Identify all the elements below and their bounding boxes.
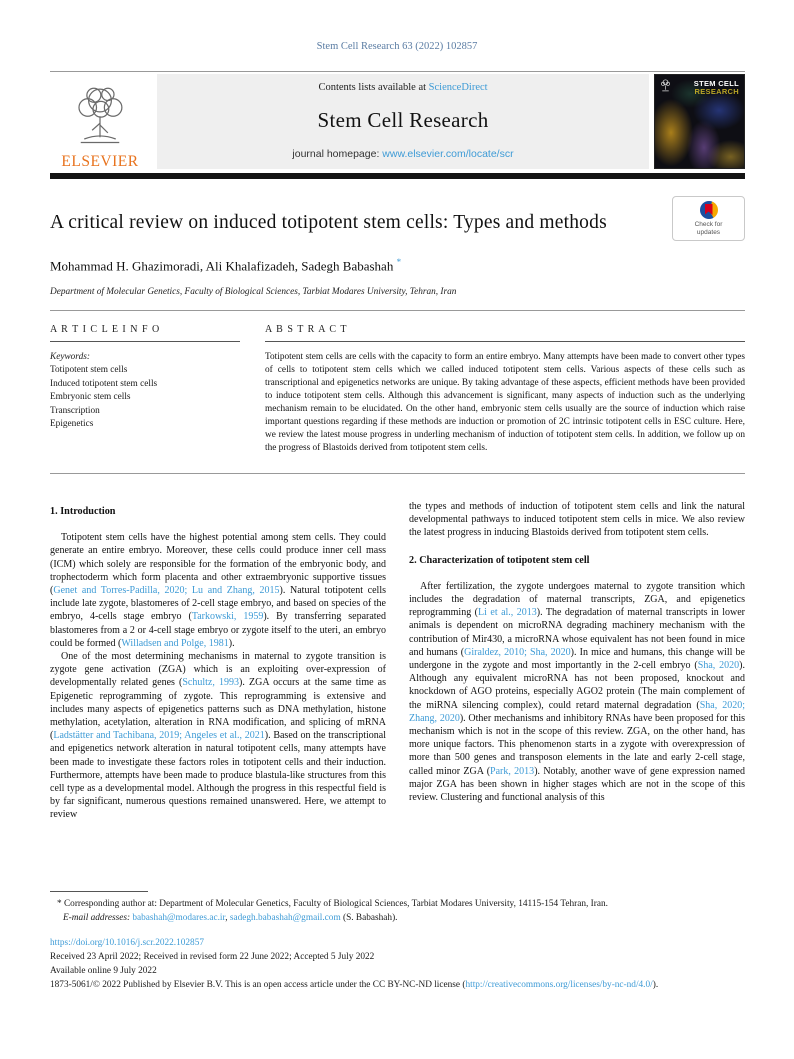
homepage-prefix: journal homepage: <box>292 148 383 160</box>
text-segment: ). ZGA occurs at the same time as Epigenetic reprogramming of zygote. This reprogramming is extensive and includes many aspects of epigenetics patterns such as DNA methylation, histone methylation, acetylation, alteration in RNA modification, and splicing of mRNA ( <box>50 677 387 742</box>
body-paragraph <box>50 531 386 650</box>
inline-link[interactable]: Ladstätter and Tachibana, 2019; Angeles et al., 2021 <box>53 730 265 742</box>
elsevier-wordmark: ELSEVIER <box>61 152 139 170</box>
inline-link[interactable]: Park, 2013 <box>490 765 535 777</box>
author-names: Mohammad H. Ghazimoradi, Ali Khalafizadeh, Sadegh Babashah <box>50 258 394 274</box>
keyword-item: Epigenetics <box>50 419 94 430</box>
text-segment: ). Although any equivalent microRNA has not been proposed, knockout and knockdown of AGO proteins, especially AGO2 protein (The main complement of the miRNA silencing complex), could retard maternal degradation ( <box>409 660 746 711</box>
homepage-line <box>292 148 513 160</box>
corresponding-author-mark[interactable]: * <box>396 257 402 267</box>
text-segment: One of the most determining mechanisms in maternal to zygote transition is zygote gene activation (ZGA) which is an exploiting over-expression of developmentally related genes ( <box>50 651 386 689</box>
keyword-item: Induced totipotent stem cells <box>50 378 158 389</box>
article-footer <box>50 936 745 992</box>
journal-title: Stem Cell Research <box>317 108 489 132</box>
elsevier-tree-icon <box>63 83 137 153</box>
footnote <box>50 897 745 925</box>
article-info-column <box>50 324 240 432</box>
license-line <box>50 978 745 992</box>
cover-title-line1: STEM CELL <box>693 79 739 88</box>
received-dates: Received 23 April 2022; Received in revised form 22 June 2022; Accepted 5 July 2022 <box>50 952 375 962</box>
abstract-heading: A B S T R A C T <box>265 324 348 335</box>
inline-link[interactable]: babashah@modares.ac.ir <box>132 913 226 923</box>
text-segment: ). <box>652 980 659 990</box>
inline-link[interactable]: Schultz, 1993 <box>182 677 240 689</box>
contents-prefix: Contents lists available at <box>318 82 429 93</box>
text-segment: ). <box>228 637 235 649</box>
article-info-rule <box>50 341 240 342</box>
homepage-link[interactable]: www.elsevier.com/locate/scr <box>382 148 514 160</box>
journal-header <box>50 74 745 169</box>
footnote-rule <box>50 891 148 892</box>
section-heading: 2. Characterization of totipotent stem cell <box>409 554 590 566</box>
text-segment: ). Other mechanisms and inhibitory RNAs have been proposed for this mechanism which is not in the scope of this review. ZGA, on the other hand, has more unique factors. This phenomenon starts in a zygote with overexpression of more than 500 genes and transposon elements in the late and early 2-cell stage, called minor ZGA ( <box>409 712 745 777</box>
text-segment: E-mail addresses: <box>63 913 133 923</box>
running-head-citation: Stem Cell Research 63 (2022) 102857 <box>316 41 478 52</box>
keywords-list <box>50 364 240 431</box>
inline-link[interactable]: http://creativecommons.org/licenses/by-nc-nd/4.0/ <box>465 980 653 990</box>
text-segment: Totipotent stem cells have the highest potential among stem cells. They could generate an entire embryo. Moreover, these cells could produce inner cell mass (ICM) which solely are responsible for the formation of the embryonic body, and trophectoderm which form placenta and other extraembryonic supportive tissues ( <box>50 532 386 597</box>
cover-tree-icon <box>660 79 671 93</box>
inline-link[interactable]: Sha, 2020; Zhang, 2020 <box>409 699 746 724</box>
text-segment: After fertilization, the zygote undergoes maternal to zygote transition which includes the degradation of maternal transcripts, ZGA, and epigenetics reprogramming ( <box>409 580 745 619</box>
affiliation: Department of Molecular Genetics, Faculty of Biological Sciences, Tarbiat Modares University, Tehran, Iran <box>50 287 457 297</box>
body-paragraph <box>409 500 745 540</box>
text-segment: , <box>225 913 230 923</box>
text-segment: ). In mice and humans, this change will be undergone in the zygote and most importantly in the 2-cell embryo ( <box>409 646 745 672</box>
text-segment: ). The degradation of maternal transcripts in lower animals is dependent on microRNA degrading machinery mechanism with the contribution of Mir430, a microRNA whose equivalent has not been found in mice and humans ( <box>409 607 745 658</box>
inline-link[interactable]: Tarkowski, 1959 <box>191 611 264 623</box>
inline-link[interactable]: Sha, 2020 <box>697 660 740 672</box>
keyword-item: Transcription <box>50 405 100 416</box>
abstract-bottom-rule <box>50 473 745 474</box>
abstract-text: Totipotent stem cells are cells with the capacity to form an entire embryo. Many attempts have been made to convert other types of cells to totipotent stem cells which we called induced totipotent stem cells. Various aspects of these cells such as transcriptional and epigenetics networks are unique. By taking advantage of these aspects, efficient methods have been provided to induce totipotent stem cells. Although this advancement is significant, many aspects of induction such as the underlying mechanism remain to be elucidated. On the other hand, embryonic stem cells usually are the source of induction which raise important questions regarding if these methods are induction or promotion of 2C intrinsic totipotent cells in ESC culture. Here, we review the latest mouse progress in underling mechanism of induction of totipotent stem cells. In addition, we follow up on the progress of Blastoids derived from totipotent stem cells. <box>265 352 745 454</box>
body-paragraph <box>409 580 745 804</box>
body-right-column <box>409 500 745 822</box>
elsevier-logo[interactable] <box>50 74 150 169</box>
doi-link[interactable]: https://doi.org/10.1016/j.scr.2022.102857 <box>50 938 205 948</box>
cover-title <box>694 80 739 97</box>
corresponding-author-note: * Corresponding author at: Department of Molecular Genetics, Faculty of Biological Sciences, Tarbiat Modares University, 14115-154 Tehran, Iran. <box>57 899 608 909</box>
inline-link[interactable]: Giraldez, 2010; Sha, 2020 <box>464 646 571 658</box>
inline-link[interactable]: Willadsen and Polge, 1981 <box>121 637 229 649</box>
header-divider-bar <box>50 173 745 179</box>
check-for-updates-button[interactable] <box>672 196 745 241</box>
section-heading: 1. Introduction <box>50 506 116 517</box>
inline-link[interactable]: Li et al., 2013 <box>478 607 537 619</box>
crossmark-icon <box>700 201 718 219</box>
inline-link[interactable]: Genet and Torres-Padilla, 2020; Lu and Zhang, 2015 <box>53 585 280 597</box>
cover-title-line2: RESEARCH <box>694 87 739 97</box>
text-segment: ). Natural totipotent cells include late zygote, blastomeres of 2-cell stage embryo, and based on species of the embryo, 4-cells stage embryo ( <box>50 585 386 623</box>
keyword-item: Totipotent stem cells <box>50 365 128 376</box>
journal-cover-thumbnail <box>654 74 745 169</box>
text-segment: (S. Babashah). <box>340 913 398 923</box>
check-for-updates-label: Check for updates <box>694 221 723 236</box>
inline-link[interactable]: sadegh.babashah@gmail.com <box>229 913 341 923</box>
article-title: A critical review on induced totipotent stem cells: Types and methods <box>50 212 607 233</box>
keywords-label: Keywords: <box>50 352 90 362</box>
article-info-heading: A R T I C L E I N F O <box>50 324 161 335</box>
sciencedirect-link[interactable]: ScienceDirect <box>428 82 488 93</box>
header-top-rule <box>50 71 745 72</box>
author-list <box>50 257 401 274</box>
available-online: Available online 9 July 2022 <box>50 966 157 976</box>
text-segment: ). By transferring separated blastomeres from a 2 or 4-cell stage embryo or zygote itself to the uteri, an embryo could be formed ( <box>50 611 386 649</box>
text-segment: ). Notably, another wave of gene expression named major ZGA has been shown in higher stages which are not in the scope of this review. Clustering and functional analysis of this <box>409 765 745 804</box>
journal-banner <box>157 74 649 169</box>
article-body <box>50 500 745 822</box>
body-paragraph <box>50 650 386 822</box>
text-segment: 1873-5061/© 2022 Published by Elsevier B.V. This is an open access article under the CC BY-NC-ND license ( <box>50 980 466 990</box>
email-addresses-line <box>50 911 745 925</box>
info-top-rule <box>50 310 745 311</box>
body-left-column <box>50 500 386 822</box>
text-segment: ). Based on the transcriptional and epigenetics network alteration in natural totipotent cells, many attempts have been made to investigate these factors roles in totipotent cells and their induction. Furthermore, attempts have been made to produce blastula-like structures from this cell type as a developmental model. Although the progress in this respectful field is by far significant, numerous questions remained unanswered. Here, we attempt to review <box>50 730 386 821</box>
contents-line <box>318 82 487 93</box>
abstract-column <box>265 324 745 455</box>
keyword-item: Embryonic stem cells <box>50 392 131 403</box>
text-segment: the types and methods of induction of totipotent stem cells and link the natural developmental pathways to induced totipotent stem cells in mice. We also review the latest progress in inducing Blastoids derived from totipotent stem cells. <box>409 501 745 539</box>
abstract-rule <box>265 341 745 342</box>
